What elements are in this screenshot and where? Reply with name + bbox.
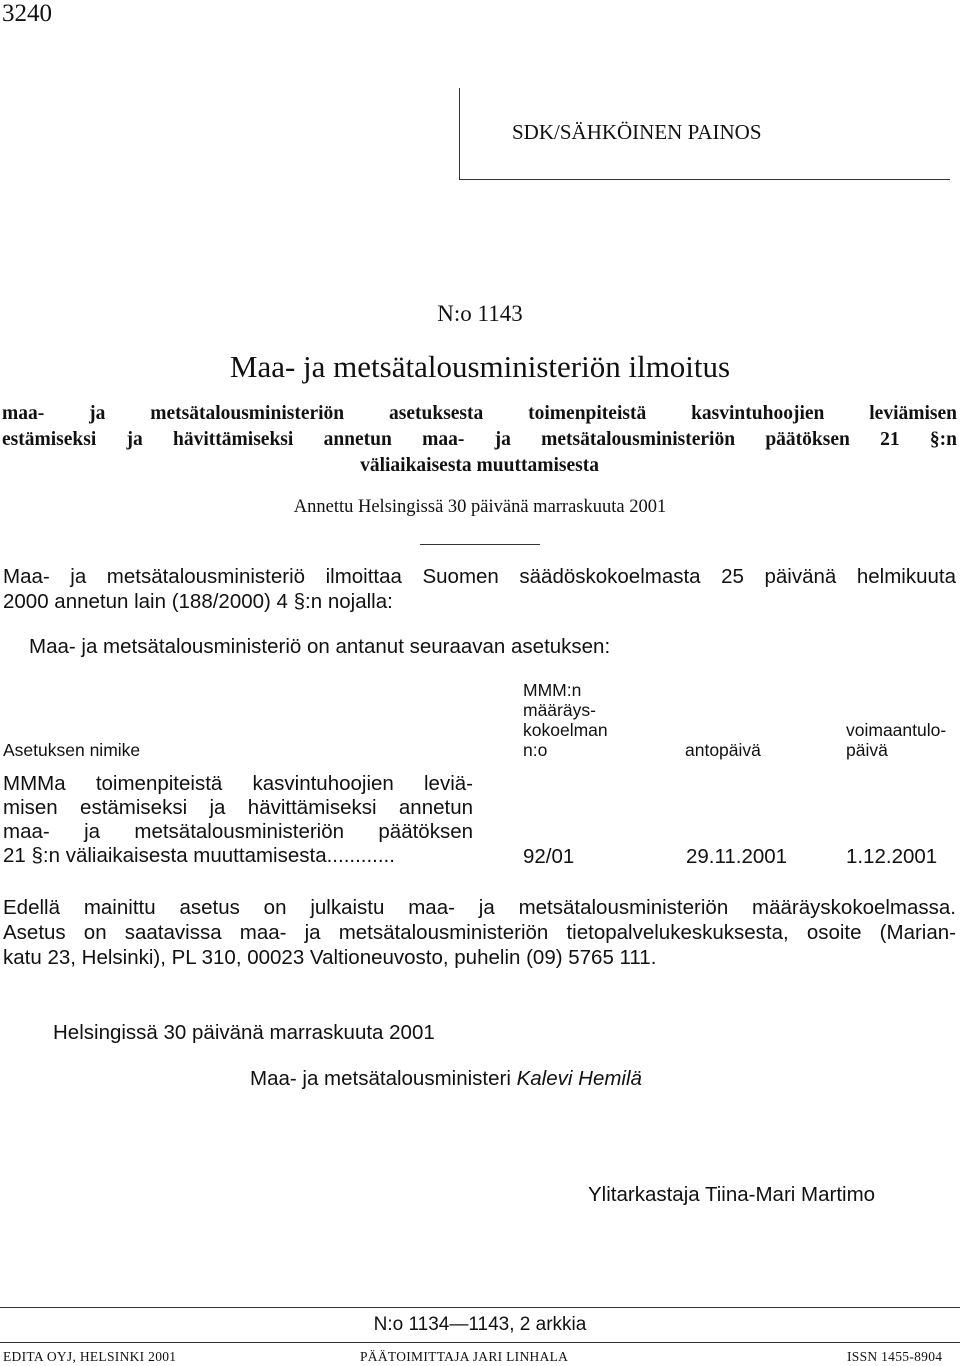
table-header-number (523, 680, 608, 760)
footer-rule-top (0, 1307, 960, 1308)
page-number: 3240 (2, 0, 52, 27)
header-line: kokoelman (523, 720, 608, 740)
subtitle-line: maa- ja metsätalousministeriön asetuksesta toimenpiteistä kasvintuhoojien leviämisen (2, 403, 957, 424)
table-cell-issued: 29.11.2001 (686, 845, 788, 868)
announcement-paragraph (3, 564, 956, 614)
minister-signature (250, 1066, 642, 1091)
table-header-issued: antopäivä (685, 740, 761, 760)
availability-paragraph (3, 895, 956, 970)
header-line: päivä (846, 740, 888, 760)
official-signature: Ylitarkastaja Tiina-Mari Martimo (588, 1183, 876, 1206)
header-line: n:o (523, 740, 548, 760)
edition-label: SDK/SÄHKÖINEN PAINOS (512, 120, 762, 144)
cell-line: 21 §:n väliaikaisesta muuttamisesta............ (3, 844, 395, 867)
footer-sheets: N:o 1134—1143, 2 arkkia (373, 1314, 587, 1335)
paragraph-line: Asetus on saatavissa maa- ja metsätalousministeriön tietopalvelukeskuksesta, osoite (Marian- (3, 921, 956, 944)
document-number: N:o 1143 (437, 301, 523, 326)
footer-printer: EDITA OYJ, HELSINKI 2001 (3, 1349, 177, 1364)
document-subtitle (2, 401, 957, 479)
header-line: määräys- (523, 700, 596, 720)
header-line: MMM:n (523, 680, 582, 700)
place-date: Helsingissä 30 päivänä marraskuuta 2001 (53, 1021, 435, 1044)
intro-paragraph: Maa- ja metsätalousministeriö on antanut seuraavan asetuksen: (29, 635, 611, 658)
divider-rule (420, 544, 540, 545)
footer-issn: ISSN 1455-8904 (847, 1349, 943, 1364)
cell-line: misen estämiseksi ja hävittämiseksi annetun (3, 796, 473, 819)
table-cell-number: 92/01 (523, 845, 575, 868)
footer-rule-bottom (0, 1342, 960, 1343)
cell-line: MMMa toimenpiteistä kasvintuhoojien leviä- (3, 772, 473, 795)
header-line: voimaantulo- (846, 720, 947, 740)
subtitle-line: väliaikaisesta muuttamisesta (360, 455, 599, 476)
minister-name: Kalevi Hemilä (516, 1067, 642, 1090)
paragraph-line: katu 23, Helsinki), PL 310, 00023 Valtioneuvosto, puhelin (09) 5765 111. (3, 946, 657, 969)
document-title: Maa- ja metsätalousministeriön ilmoitus (229, 349, 731, 384)
table-cell-name (3, 772, 473, 868)
minister-title: Maa- ja metsätalousministeri (250, 1067, 511, 1090)
cell-line: maa- ja metsätalousministeriön päätöksen (3, 820, 473, 843)
given-date-line: Annettu Helsingissä 30 päivänä marraskuuta 2001 (293, 497, 667, 517)
paragraph-line: Edellä mainittu asetus on julkaistu maa- ja metsätalousministeriön määräyskokoelmassa. (3, 896, 956, 919)
table-header-name: Asetuksen nimike (3, 740, 141, 760)
subtitle-line: estämiseksi ja hävittämiseksi annetun maa- ja metsätalousministeriön päätöksen 21 §:n (2, 429, 957, 450)
table-cell-in-force: 1.12.2001 (846, 845, 938, 868)
footer-editor: PÄÄTOIMITTAJA JARI LINHALA (360, 1349, 569, 1364)
paragraph-line: 2000 annetun lain (188/2000) 4 §:n nojalla: (3, 590, 393, 613)
table-header-in-force (846, 720, 946, 760)
paragraph-line: Maa- ja metsätalousministeriö ilmoittaa Suomen säädöskokoelmasta 25 päivänä helmikuuta (3, 565, 956, 588)
